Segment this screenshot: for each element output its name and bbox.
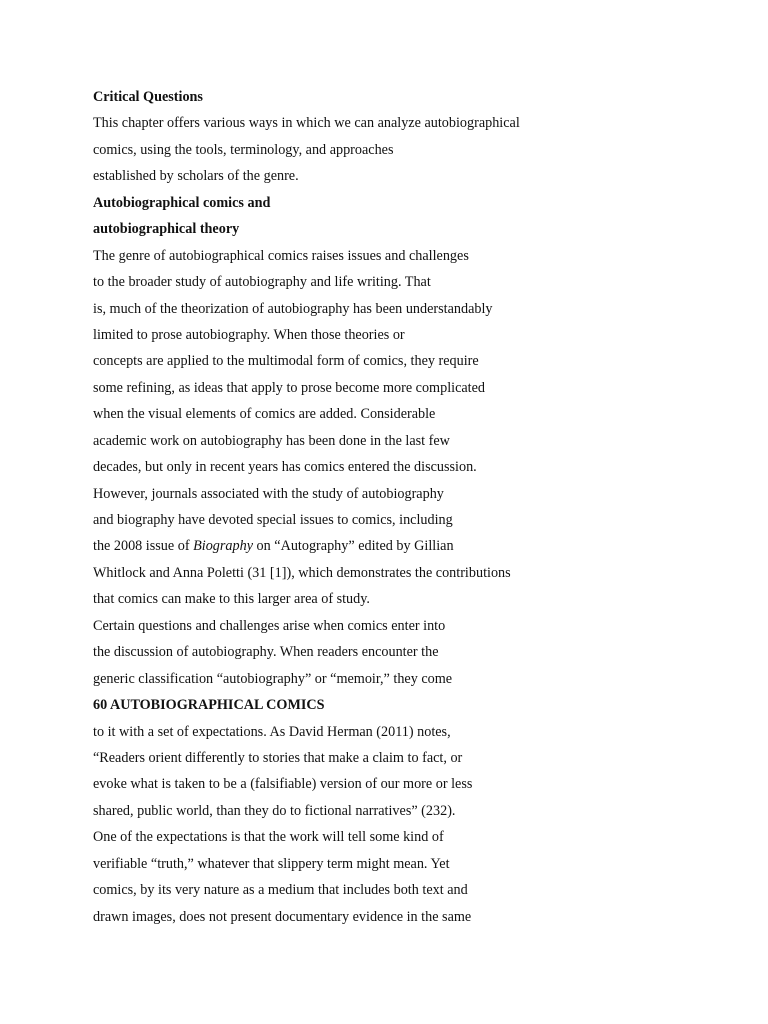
text-fragment: on “Autography” edited by Gillian: [253, 538, 454, 555]
text-line: comics, using the tools, terminology, and approaches: [93, 141, 394, 158]
intro-paragraph: [93, 110, 733, 189]
text-line: is, much of the theorization of autobiography has been understandably: [93, 300, 493, 317]
text-line: decades, but only in recent years has comics entered the discussion.: [93, 459, 477, 476]
body-paragraph-2: [93, 613, 733, 692]
text-line: academic work on autobiography has been done in the last few: [93, 432, 450, 449]
body-paragraph-3: [93, 719, 733, 825]
subheading-line: Autobiographical comics and: [93, 194, 271, 211]
text-line: established by scholars of the genre.: [93, 168, 299, 185]
text-line: to the broader study of autobiography and life writing. That: [93, 274, 431, 291]
text-line: concepts are applied to the multimodal form of comics, they require: [93, 353, 479, 370]
text-line: However, journals associated with the study of autobiography: [93, 485, 444, 502]
text-line: that comics can make to this larger area of study.: [93, 591, 370, 608]
text-line: drawn images, does not present documentary evidence in the same: [93, 908, 472, 925]
text-line: comics, by its very nature as a medium that includes both text and: [93, 882, 468, 899]
text-line: evoke what is taken to be a (falsifiable) version of our more or less: [93, 776, 473, 793]
text-line-biography: [93, 533, 733, 559]
text-line: and biography have devoted special issues to comics, including: [93, 512, 453, 528]
text-line: limited to prose autobiography. When those theories or: [93, 326, 405, 343]
text-line: This chapter offers various ways in which we can analyze autobiographical: [93, 115, 520, 132]
body-paragraph-1: [93, 243, 733, 613]
text-line: Certain questions and challenges arise when comics enter into: [93, 617, 446, 634]
subheading-line: autobiographical theory: [93, 221, 240, 238]
text-line: shared, public world, than they do to fictional narratives” (232).: [93, 802, 456, 819]
running-header: 60 AUTOBIOGRAPHICAL COMICS: [93, 697, 325, 714]
text-fragment: the 2008 issue of: [93, 538, 194, 555]
subheading: [93, 190, 733, 243]
text-line: generic classification “autobiography” or “memoir,” they come: [93, 670, 453, 687]
body-paragraph-4: [93, 824, 733, 930]
text-line: to it with a set of expectations. As David Herman (2011) notes,: [93, 723, 451, 740]
text-line: verifiable “truth,” whatever that slippery term might mean. Yet: [93, 855, 450, 872]
text-line: when the visual elements of comics are added. Considerable: [93, 406, 436, 423]
section-heading: Critical Questions: [93, 89, 203, 105]
text-line: The genre of autobiographical comics raises issues and challenges: [93, 247, 469, 264]
text-line: the discussion of autobiography. When readers encounter the: [93, 644, 439, 661]
text-line: “Readers orient differently to stories that make a claim to fact, or: [93, 749, 463, 766]
document-page: [93, 84, 733, 930]
text-line: Whitlock and Anna Poletti (31 [1]), which demonstrates the contributions: [93, 564, 511, 581]
text-line: One of the expectations is that the work will tell some kind of: [93, 829, 444, 846]
text-line: some refining, as ideas that apply to prose become more complicated: [93, 379, 485, 396]
journal-title: Biography: [193, 538, 253, 555]
